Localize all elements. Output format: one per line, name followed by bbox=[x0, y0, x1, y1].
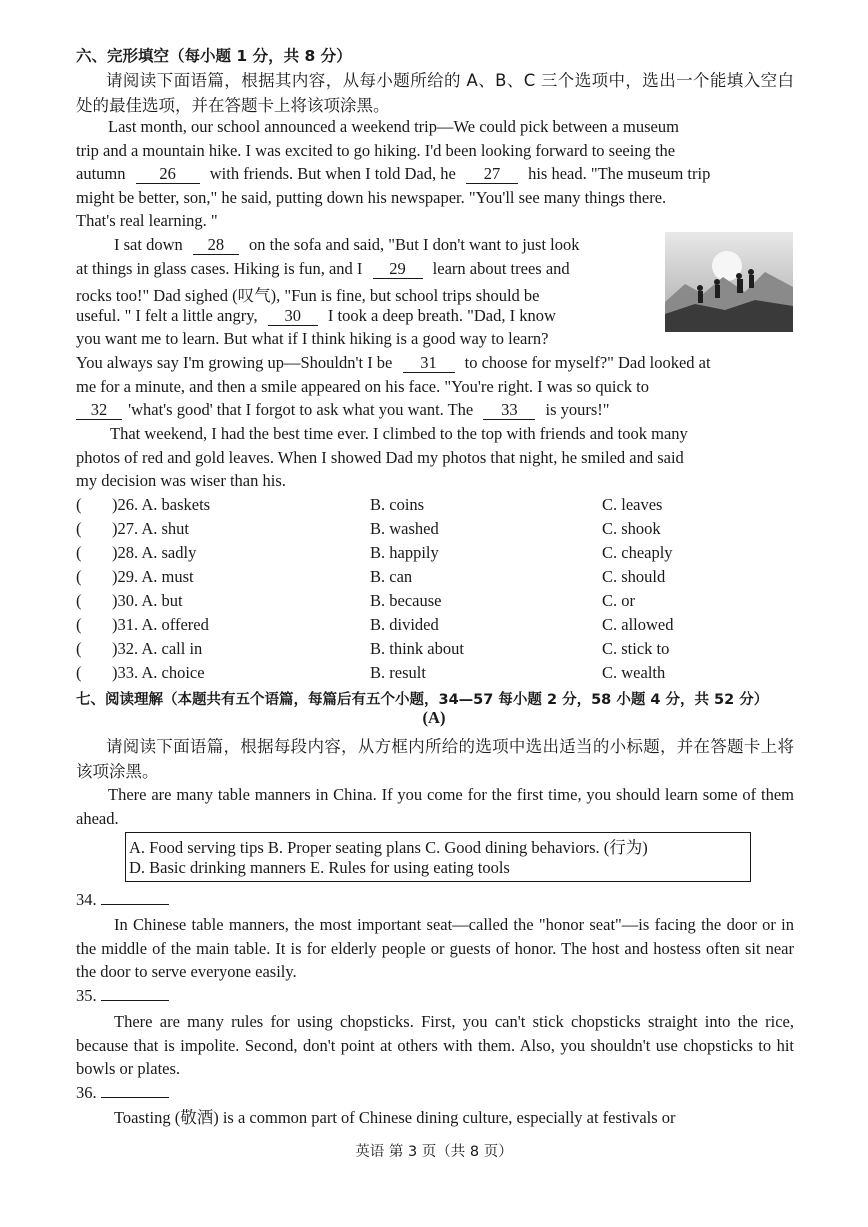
paragraph-35: There are many rules for using chopsticks. First, you can't stick chopsticks straight into the rice, because that is impolite. Second, don't point at others with them. Also, you shouldn't use chopsticks to hit bowls or plates. bbox=[76, 1012, 794, 1079]
option-row: ( )28. A. sadly B. happily C. cheaply bbox=[76, 543, 673, 562]
option-row: ( )33. A. choice B. result C. wealth bbox=[76, 663, 666, 682]
blank-32: 32 bbox=[76, 401, 122, 420]
blank-33: 33 bbox=[483, 401, 535, 420]
option-row: ( )26. A. baskets B. coins C. leaves bbox=[76, 495, 663, 514]
option-row: ( )30. A. but B. because C. or bbox=[76, 591, 635, 610]
heading-options-box bbox=[125, 832, 751, 882]
section6-title: 六、完形填空（每小题 1 分，共 8 分） bbox=[76, 47, 352, 65]
question-36: 36. bbox=[76, 1083, 169, 1103]
box-line-1: A. Food serving tips B. Proper seating plans C. Good dining behaviors. (行为) bbox=[129, 838, 648, 857]
option-row: ( )29. A. must B. can C. should bbox=[76, 567, 666, 586]
blank-31: 31 bbox=[403, 354, 455, 373]
option-row: ( )27. A. shut B. washed C. shook bbox=[76, 519, 661, 538]
passage-a-label: (A) bbox=[422, 708, 446, 727]
hiking-photo bbox=[665, 232, 793, 332]
section7-title: 七、阅读理解（本题共有五个语篇，每篇后有五个小题，34—57 每小题 2 分，58 小题 4 分，共 52 分） bbox=[76, 692, 769, 708]
exam-page: 六、完形填空（每小题 1 分，共 8 分） 请阅读下面语篇，根据其内容，从每小题所给的 A、B、C 三个选项中，选出一个能填入空白处的最佳选项，并在答题卡上将该项涂黑。 Last month, our school announced a weekend trip—We could pick between a museum trip and a mountain hike. I was excited to go hiking. I'd been looking forward to seeing the autumn 26 with friends. But when I told Dad, he 27 his head. "The museum trip might be better, son," he said, putting down his newspaper. "You'll see many things there. That's real learning. " I sat down 28 on the sofa and said, "But I don't want to just look at things in glass cases. Hiking is fun, and I 29 learn about trees and rocks too!" Dad sighed (叹气), "Fun is fine, but school trips should be useful. " I felt a little angry, 30 I took a deep breath. "Dad, I know you want me to learn. But what if I think hiking is a good way to learn? You always say I'm growing up—Shouldn't I be 31 to choose for myself?" Dad looked at me for a minute, and then a smile appeared on his face. "You're right. I was so quick to 32 'what's good' that I forgot to ask what you want. The 33 is yours!" That weekend, I had the best time ever. I climbed to the top with friends and took many photos of red and gold leaves. When I showed Dad my photos that night, he smiled and said my decision was wiser than his. ( )26. A. baskets B. coins C. leaves ( )27. A. shut B. washed C. shook ( )28. A. sadly B. happily C. cheaply ( )29. A. must B. can C. should ( )30. A. but B. because C. or ( )31. A. offered B. divided C. allowed ( )32. A. call in B. think about C. stick to ( )33. A. choice B. result C. wealth 七、阅读理解（本题共有五个语篇，每篇后有五个小题，34—57 每小题 2 分，58 小题 4 分，共 52 分） (A) 请阅读下面语篇，根据每段内容，从方框内所给的选项中选出适当的小标题，并在答题卡上将该项涂黑。 There are many table manners in China. If you come for the first time, you should learn some of them ahead. A. Food serving tips B. Proper seating plans C. Good dining behaviors. (行为) D. Basic drinking manners E. Rules for using eating tools 34. In Chinese table manners, the most important seat—called the "honor seat"—is facing the door or in the middle of the main table. It is for elderly people or guests of honor. The host and hostess often sit near the door to serve everyone easily. 35. There are many rules for using chopsticks. First, you can't stick chopsticks straight into the rice, because that is impolite. Second, don't point at others with them. Also, you shouldn't use chopsticks to hit bowls or plates. 36. Toasting (敬酒) is a common part of Chinese dining culture, especially at festivals or 英语 第 3 页（共 8 页） bbox=[0, 0, 868, 1227]
reading-intro: There are many table manners in China. If you come for the first time, you should learn some of them ahead. bbox=[76, 785, 794, 828]
box-line-2: D. Basic drinking manners E. Rules for using eating tools bbox=[129, 858, 510, 877]
blank-27: 27 bbox=[466, 165, 518, 184]
option-row: ( )31. A. offered B. divided C. allowed bbox=[76, 615, 674, 634]
blank-26: 26 bbox=[136, 165, 200, 184]
page-footer: 英语 第 3 页（共 8 页） bbox=[355, 1144, 513, 1160]
blank-29: 29 bbox=[373, 260, 423, 279]
blank-30: 30 bbox=[268, 307, 318, 326]
answer-line bbox=[101, 986, 169, 1001]
section7-instruction: 请阅读下面语篇，根据每段内容，从方框内所给的选项中选出适当的小标题，并在答题卡上将该项涂黑。 bbox=[76, 737, 794, 781]
option-row: ( )32. A. call in B. think about C. stick to bbox=[76, 639, 670, 658]
question-35: 35. bbox=[76, 986, 169, 1006]
section6-instruction: 请阅读下面语篇，根据其内容，从每小题所给的 A、B、C 三个选项中，选出一个能填入空白处的最佳选项，并在答题卡上将该项涂黑。 bbox=[76, 71, 794, 115]
paragraph-36: Toasting (敬酒) is a common part of Chinese dining culture, especially at festivals or bbox=[114, 1108, 676, 1127]
blank-28: 28 bbox=[193, 236, 239, 255]
question-34: 34. bbox=[76, 890, 169, 910]
paragraph-34: In Chinese table manners, the most important seat—called the "honor seat"—is facing the door or in the middle of the main table. It is for elderly people or guests of honor. The host and hostess often sit near the door to serve everyone easily. bbox=[76, 915, 794, 982]
answer-line bbox=[101, 1083, 169, 1098]
answer-line bbox=[101, 890, 169, 905]
